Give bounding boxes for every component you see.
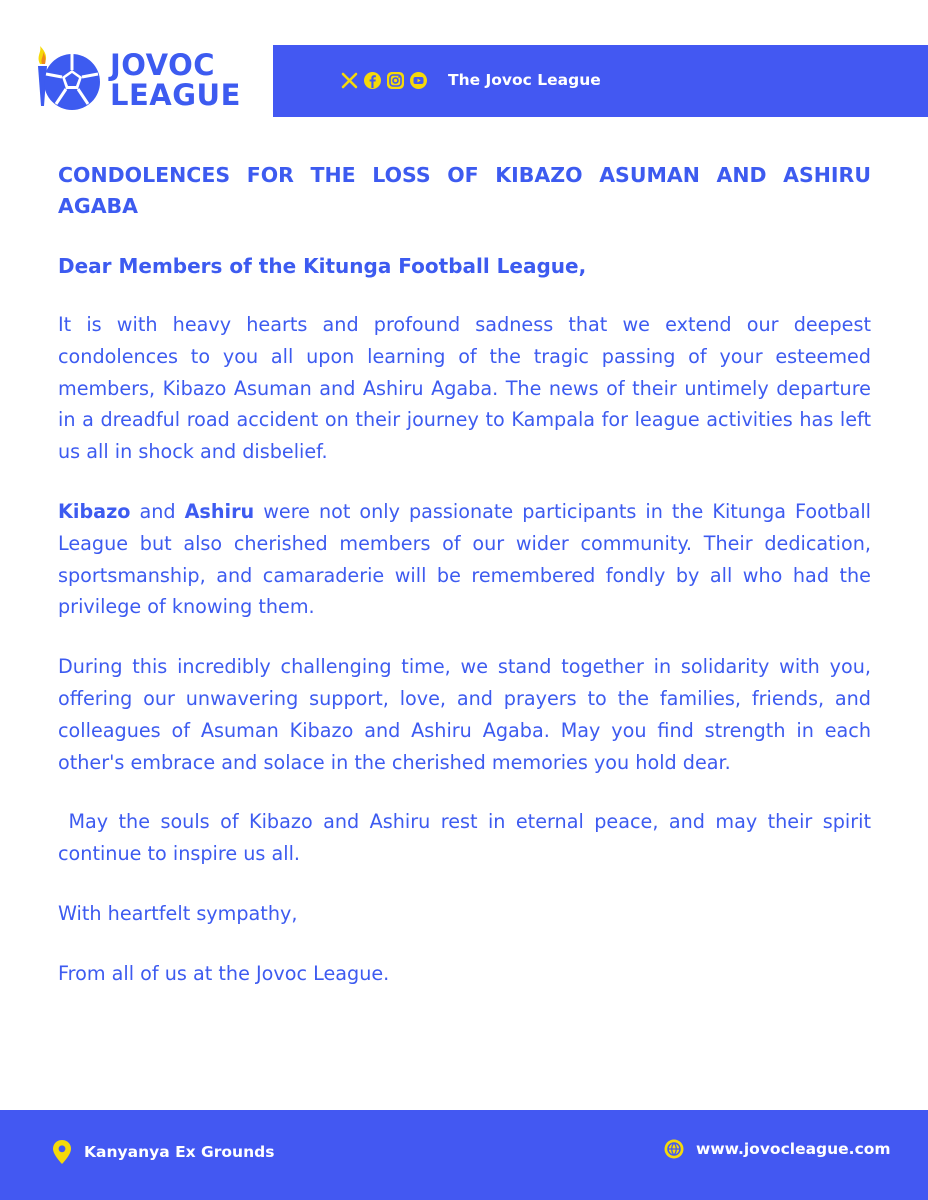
paragraph-3: During this incredibly challenging time, we stand together in solidarity with you, offering our unwavering support, love, and prayers to the families, friends, and colleagues of Asuman Kibazo and Ashiru Agaba. May you find strength in each other's embrace and solace in the cherished memories you hold dear. <box>58 655 871 774</box>
instagram-icon[interactable] <box>387 72 404 89</box>
closing: With heartfelt sympathy, <box>58 901 298 925</box>
logo-wordmark <box>110 50 241 110</box>
logo-line-2: LEAGUE <box>110 78 241 112</box>
youtube-icon[interactable] <box>410 72 427 89</box>
logo-line-1: JOVOC <box>110 48 216 82</box>
x-icon[interactable] <box>341 72 358 89</box>
facebook-icon[interactable] <box>364 72 381 89</box>
name-kibazo: Kibazo <box>58 499 131 523</box>
website-link[interactable]: www.jovocleague.com <box>696 1140 891 1158</box>
header-bar <box>273 45 928 117</box>
and-text: and <box>130 499 185 523</box>
paragraph-1: It is with heavy hearts and profound sadness that we extend our deepest condolences to you all upon learning of the tragic passing of your esteemed members, Kibazo Asuman and Ashiru Agaba. The news of their untimely departure in a dreadful road accident on their journey to Kampala for league activities has left us all in shock and disbelief. <box>58 313 871 464</box>
website-info[interactable] <box>664 1139 891 1159</box>
social-links <box>341 72 427 89</box>
paragraph-4: May the souls of Kibazo and Ashiru rest in eternal peace, and may their spirit continue to inspire us all. <box>58 810 878 866</box>
location-info <box>52 1139 274 1165</box>
salutation: Dear Members of the Kitunga Football League, <box>58 254 587 278</box>
letter-title: CONDOLENCES FOR THE LOSS OF KIBAZO ASUMAN AND ASHIRU AGABA <box>58 163 871 218</box>
location-pin-icon <box>52 1139 72 1165</box>
jovoc-league-logo <box>30 44 241 116</box>
sign-off: From all of us at the Jovoc League. <box>58 961 390 985</box>
globe-icon <box>664 1139 684 1159</box>
paragraph-2-text: were not only passionate participants in the Kitunga Football League but also cherished members of our wider community. Their dedication, sportsmanship, and camaraderie will be remembered fondly by all who had the privilege of knowing them. <box>58 499 871 619</box>
paragraph-2 <box>58 496 871 623</box>
letter-body <box>58 160 878 990</box>
location-text: Kanyanya Ex Grounds <box>84 1143 275 1161</box>
footer-bar <box>0 1110 928 1200</box>
brand-name: The Jovoc League <box>448 71 601 89</box>
name-ashiru: Ashiru <box>184 499 255 523</box>
football-torch-icon <box>30 46 102 118</box>
